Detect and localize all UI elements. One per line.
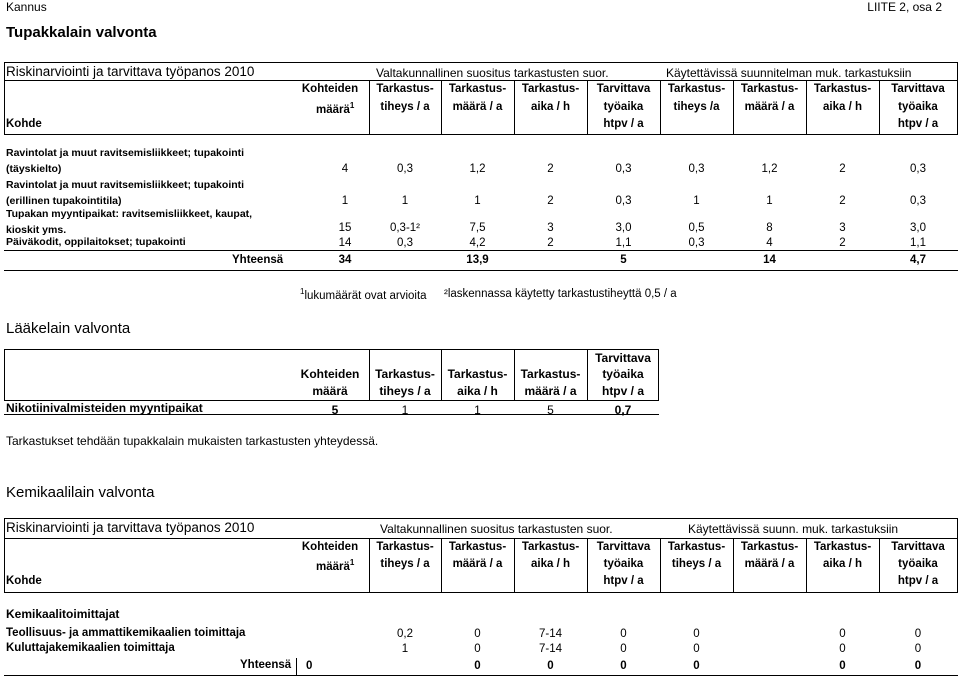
- hdr-htpv: htpv / a: [603, 118, 644, 130]
- chem-hdr-htpv-2: htpv / a: [897, 575, 939, 587]
- hdr-insp-count-unit-2: määrä / a: [744, 101, 795, 113]
- chem-hdr-target: Kohde: [6, 575, 42, 587]
- med-hdr-insp-count-unit: määrä / a: [524, 384, 577, 398]
- tobacco-section-title: Tupakkalain valvonta: [6, 24, 157, 41]
- municipality-name: Kannus: [6, 0, 47, 14]
- med-hdr-workload: työaika: [602, 367, 644, 381]
- hdr-workload: Tarvittava: [596, 83, 651, 95]
- med-hdr-workload-top: Tarvittava: [595, 351, 651, 365]
- chem-hdr-workload-2: Tarvittava: [891, 541, 945, 553]
- med-hdr-time-unit: aika / h: [457, 384, 498, 398]
- chem-hdr-freq-unit-2: tiheys / a: [671, 558, 722, 570]
- chem-hdr-insp-count-2: Tarkastus-: [740, 541, 799, 553]
- hdr-insp-time-2: Tarkastus-: [813, 83, 872, 95]
- tobacco-band-risk: Riskinarviointi ja tarvittava työpanos 2010: [6, 64, 255, 79]
- chemical-subsection: Kemikaalitoimittajat: [6, 607, 120, 621]
- chem-hdr-workload-unit-2: työaika: [898, 558, 938, 570]
- chem-hdr-insp-time-unit-2: aika / h: [823, 558, 862, 570]
- chemical-section-title: Kemikaalilain valvonta: [6, 484, 155, 501]
- hdr-workload-unit-2: työaika: [898, 101, 938, 113]
- tobacco-band-recommendation: Valtakunnallinen suositus tarkastusten suor.: [376, 66, 609, 80]
- appendix-label: LIITE 2, osa 2: [867, 0, 942, 14]
- med-hdr-count: Kohteiden: [300, 367, 360, 381]
- chem-hdr-insp-time-2: Tarkastus-: [813, 541, 872, 553]
- chem-hdr-insp-time-unit: aika / h: [531, 558, 570, 570]
- footnote-2: ²laskennassa käytetty tarkastustiheyttä 0,5 / a: [444, 288, 677, 300]
- chem-hdr-count-unit: määrä$^1$: [316, 558, 355, 573]
- chem-hdr-insp-count-unit: määrä / a: [452, 558, 503, 570]
- hdr-insp-count-unit: määrä / a: [452, 101, 503, 113]
- med-hdr-freq: Tarkastus-: [375, 367, 435, 381]
- med-hdr-count-unit: määrä: [312, 384, 348, 398]
- med-hdr-insp-count: Tarkastus-: [520, 367, 581, 381]
- footnote-1: $^1$lukumäärät ovat arvioita: [300, 287, 427, 302]
- hdr-freq-2: Tarkastus-: [667, 83, 726, 95]
- chem-hdr-insp-count: Tarkastus-: [448, 541, 507, 553]
- chem-hdr-insp-time: Tarkastus-: [521, 541, 580, 553]
- med-hdr-time: Tarkastus-: [447, 367, 508, 381]
- chemical-band-available: Käytettävissä suunn. muk. tarkastuksiin: [688, 522, 899, 536]
- hdr-insp-count: Tarkastus-: [448, 83, 507, 95]
- hdr-count-2: määrä$^1$: [316, 101, 355, 116]
- hdr-insp-count-2: Tarkastus-: [740, 83, 799, 95]
- hdr-freq: Tarkastus-: [376, 83, 434, 95]
- chem-hdr-freq: Tarkastus-: [376, 541, 434, 553]
- hdr-workload-unit: työaika: [603, 101, 644, 113]
- hdr-count: Kohteiden: [301, 83, 359, 95]
- hdr-insp-time-unit: aika / h: [531, 101, 570, 113]
- chem-hdr-count: Kohteiden: [301, 541, 359, 553]
- med-hdr-workload-unit: htpv / a: [601, 384, 644, 398]
- medicine-section-title: Lääkelain valvonta: [6, 320, 131, 337]
- hdr-insp-time-unit-2: aika / h: [823, 101, 862, 113]
- chem-hdr-freq-2: Tarkastus-: [667, 541, 726, 553]
- hdr-target: Kohde: [6, 118, 42, 130]
- hdr-htpv-2: htpv / a: [897, 118, 939, 130]
- hdr-workload-2: Tarvittava: [891, 83, 945, 95]
- hdr-freq-unit-2: tiheys /a: [673, 101, 720, 113]
- chem-hdr-workload-unit: työaika: [603, 558, 644, 570]
- med-hdr-freq-unit: tiheys / a: [379, 384, 431, 398]
- chem-hdr-insp-count-unit-2: määrä / a: [744, 558, 795, 570]
- chemical-band-risk: Riskinarviointi ja tarvittava työpanos 2010: [6, 520, 255, 535]
- chemical-band-recommendation: Valtakunnallinen suositus tarkastusten suor.: [380, 522, 613, 536]
- hdr-insp-time: Tarkastus-: [521, 83, 580, 95]
- chem-hdr-htpv: htpv / a: [603, 575, 644, 587]
- medicine-note: Tarkastukset tehdään tupakkalain mukaisten tarkastusten yhteydessä.: [6, 434, 379, 448]
- hdr-freq-unit: tiheys / a: [380, 101, 430, 113]
- tobacco-band-available: Käytettävissä suunnitelman muk. tarkastuksiin: [666, 66, 912, 80]
- chem-hdr-freq-unit: tiheys / a: [380, 558, 430, 570]
- chem-hdr-workload: Tarvittava: [596, 541, 651, 553]
